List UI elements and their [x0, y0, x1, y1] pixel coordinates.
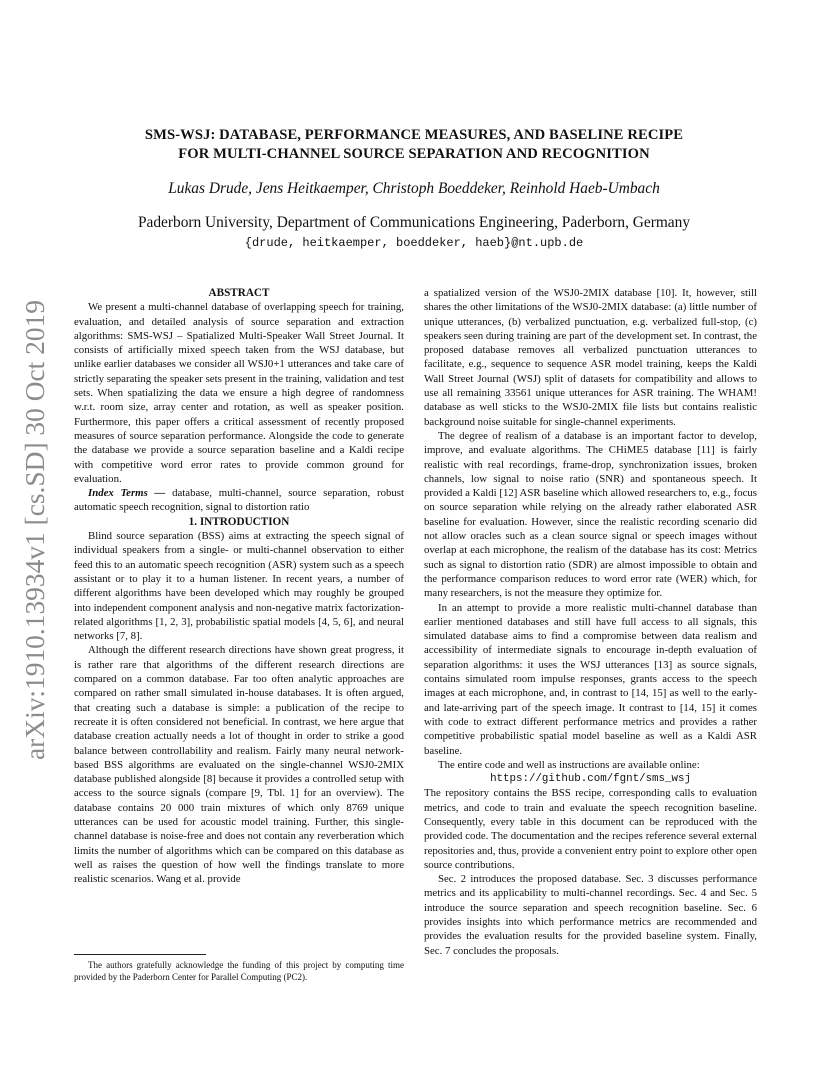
title-line-2: FOR MULTI-CHANNEL SOURCE SEPARATION AND RECOGNITION	[178, 146, 650, 162]
right-paragraph-3: In an attempt to provide a more realistic multi-channel database than earlier mentioned databases and still have full access to all signals, this simulated database aims to find a compromise between data realism and accessibility of intermediate signals to encourage in-depth evaluation of separation algorithms: it uses the WSJ utterances [13] as source signals, contains simulated room impulse responses, grants access to the speech images at each microphone, and, in contrast to [14, 15] as well to the early- and late-arriving part of the speech image. It contrast to [14, 15] it comes with code to extract different performance metrics and provides a rather competitive probabilistic spatial model baseline as well as a Kaldi ASR baseline.	[424, 601, 757, 757]
right-paragraph-5: The repository contains the BSS recipe, corresponding calls to evaluation metrics, and code to train and evaluate the speech recognition baseline. Consequently, every table in this document can be reproduced with the provided code. The documentation and the recipes reference several external repositories and, thus, provide a convenient entry point to explore other open source contributions.	[424, 787, 757, 871]
introduction-heading: 1. INTRODUCTION	[188, 515, 290, 528]
index-terms	[74, 486, 404, 515]
right-paragraph-4: The entire code and well as instructions are available online:	[438, 758, 700, 771]
index-terms-text: database, multi-channel, source separation, robust automatic speech recognition, signal to distortion ratio	[74, 487, 404, 514]
arxiv-identifier: arXiv:1910.13934v1 [cs.SD] 30 Oct 2019	[20, 307, 50, 760]
right-paragraph-1: a spatialized version of the WSJ0-2MIX database [10]. It, however, still shares the other limitations of the WSJ0-2MIX database: (a) little number of unique utterances, (b) verbalized punctuation, e.g. verbalized full-stop, (c) speakers seen during training are part of the development set. In contrast, the proposed database removes all verbalized punctuation utterances to facilitate, e.g., sequence to sequence ASR model training, keeps the Kaldi Wall Street Journal (WSJ) split of datasets for compatibility and allows to use all remaining 33561 unique utterances for ASR training. The WHAM! database as well sticks to the WSJ0-2MIX file lists but contains realistic background noise suitable for single-channel experiments.	[424, 287, 757, 428]
left-column	[74, 286, 404, 886]
paper-title	[74, 126, 754, 164]
intro-paragraph-1: Blind source separation (BSS) aims at extracting the speech signal of individual speakers from a single- or multi-channel observation to either feed this to an automatic speech recognition (ASR) system such as a speech assistant or to play it to a human listener. In recent years, a number of different algorithms have been developed which may roughly be grouped into independent component analysis and non-negative matrix factorization-related algorithms [1, 2, 3], probabilistic spatial models [4, 5, 6], and neural networks [7, 8].	[74, 530, 404, 643]
title-line-1: SMS-WSJ: DATABASE, PERFORMANCE MEASURES, AND BASELINE RECIPE	[144, 127, 684, 143]
right-column	[424, 286, 757, 958]
right-paragraph-6: Sec. 2 introduces the proposed database. Sec. 3 discusses performance metrics and its applicability to multi-channel recordings. Sec. 4 and Sec. 5 introduce the source separation and speech recognition baseline. Sec. 6 provides insights into which performance metrics are recommended and provides the evaluation results for the provided baseline system. Finally, Sec. 7 concludes the proposals.	[424, 873, 757, 957]
arxiv-sidebar-stamp	[6, 290, 62, 770]
intro-paragraph-2: Although the different research directions have shown great progress, it is rather rare that algorithms of the different research directions are compared on a common database. Far too often analytic approaches are compared on rather small simulated in-house databases. It is often argued, that creating such a database is simple: a publication of the recipe to recreate it is often considered not beneficial. In contrast, we here argue that database creation actually needs a lot of thought in order to strike a good balance between controllability and realism. Fairly many neural network-based BSS algorithms are evaluated on the single-channel WSJ0-2MIX database published alongside [8] because it provides a controlled setup with access to the source signals (compare [9, Tbl. 1] for an overview). The database contains 20 000 train mixtures of which only 8769 unique utterances can be used for acoustic model training. Further, this single-channel database is noise-free and does not contain any reverberation which limits the number of algorithms which can be compared on this database as well as raises the question of how well the findings translate to more realistic scenarios. Wang et al. provide	[74, 644, 404, 886]
abstract-text: We present a multi-channel database of overlapping speech for training, evaluation, and detailed analysis of source separation and extraction algorithms: SMS-WSJ – Spatialized Multi-Speaker Wall Street Journal. It consists of artificially mixed speech taken from the WSJ database, but unlike earlier databases we consider all WSJ0+1 utterances and take care of strictly separating the speaker sets present in the training, validation and test sets. When spatializing the data we ensure a high degree of randomness w.r.t. room size, array center and rotation, as well as speaker position. Furthermore, this paper offers a critical assessment of recently proposed measures of source separation performance. Alongside the code to generate the database we provide a source separation baseline and a Kaldi recipe with competitive word error rates to provide common ground for evaluation.	[74, 301, 404, 485]
footnote: The authors gratefully acknowledge the funding of this project by computing time provided by the Paderborn Center for Parallel Computing (PC2).	[74, 960, 404, 982]
affiliation: Paderborn University, Department of Communications Engineering, Paderborn, Germany	[137, 214, 691, 231]
index-terms-label: Index Terms —	[88, 487, 166, 500]
abstract-heading: ABSTRACT	[208, 287, 270, 299]
author-emails: {drude, heitkaemper, boeddeker, haeb}@nt.upb.de	[244, 236, 584, 250]
right-paragraph-2: The degree of realism of a database is an important factor to develop, improve, and evaluate algorithms. The CHiME5 database [11] is fairly realistic with real recordings, frame-drop, synchronization issues, broken channels, low signal to noise ratio (SNR) and spontaneous speech. It provided a Kaldi [12] ASR baseline which allowed researchers to, e.g., focus on source separation while relying on the already rather elaborated ASR baseline for evaluation. However, since the realistic recording scenario did not allow oracles such as a clean source signal or speech images without overlap at each microphone, the realism of the database has its cost: Metrics such as signal to distortion ratio (SDR) are almost impossible to obtain and the performance comparison reduces to word error rate (WER) which, for many researchers, is not the measure they optimize for.	[424, 429, 757, 600]
footnote-rule	[74, 954, 206, 955]
repository-url[interactable]: https://github.com/fgnt/sms_wsj	[490, 773, 691, 786]
author-list: Lukas Drude, Jens Heitkaemper, Christoph Boeddeker, Reinhold Haeb-Umbach	[168, 180, 660, 197]
